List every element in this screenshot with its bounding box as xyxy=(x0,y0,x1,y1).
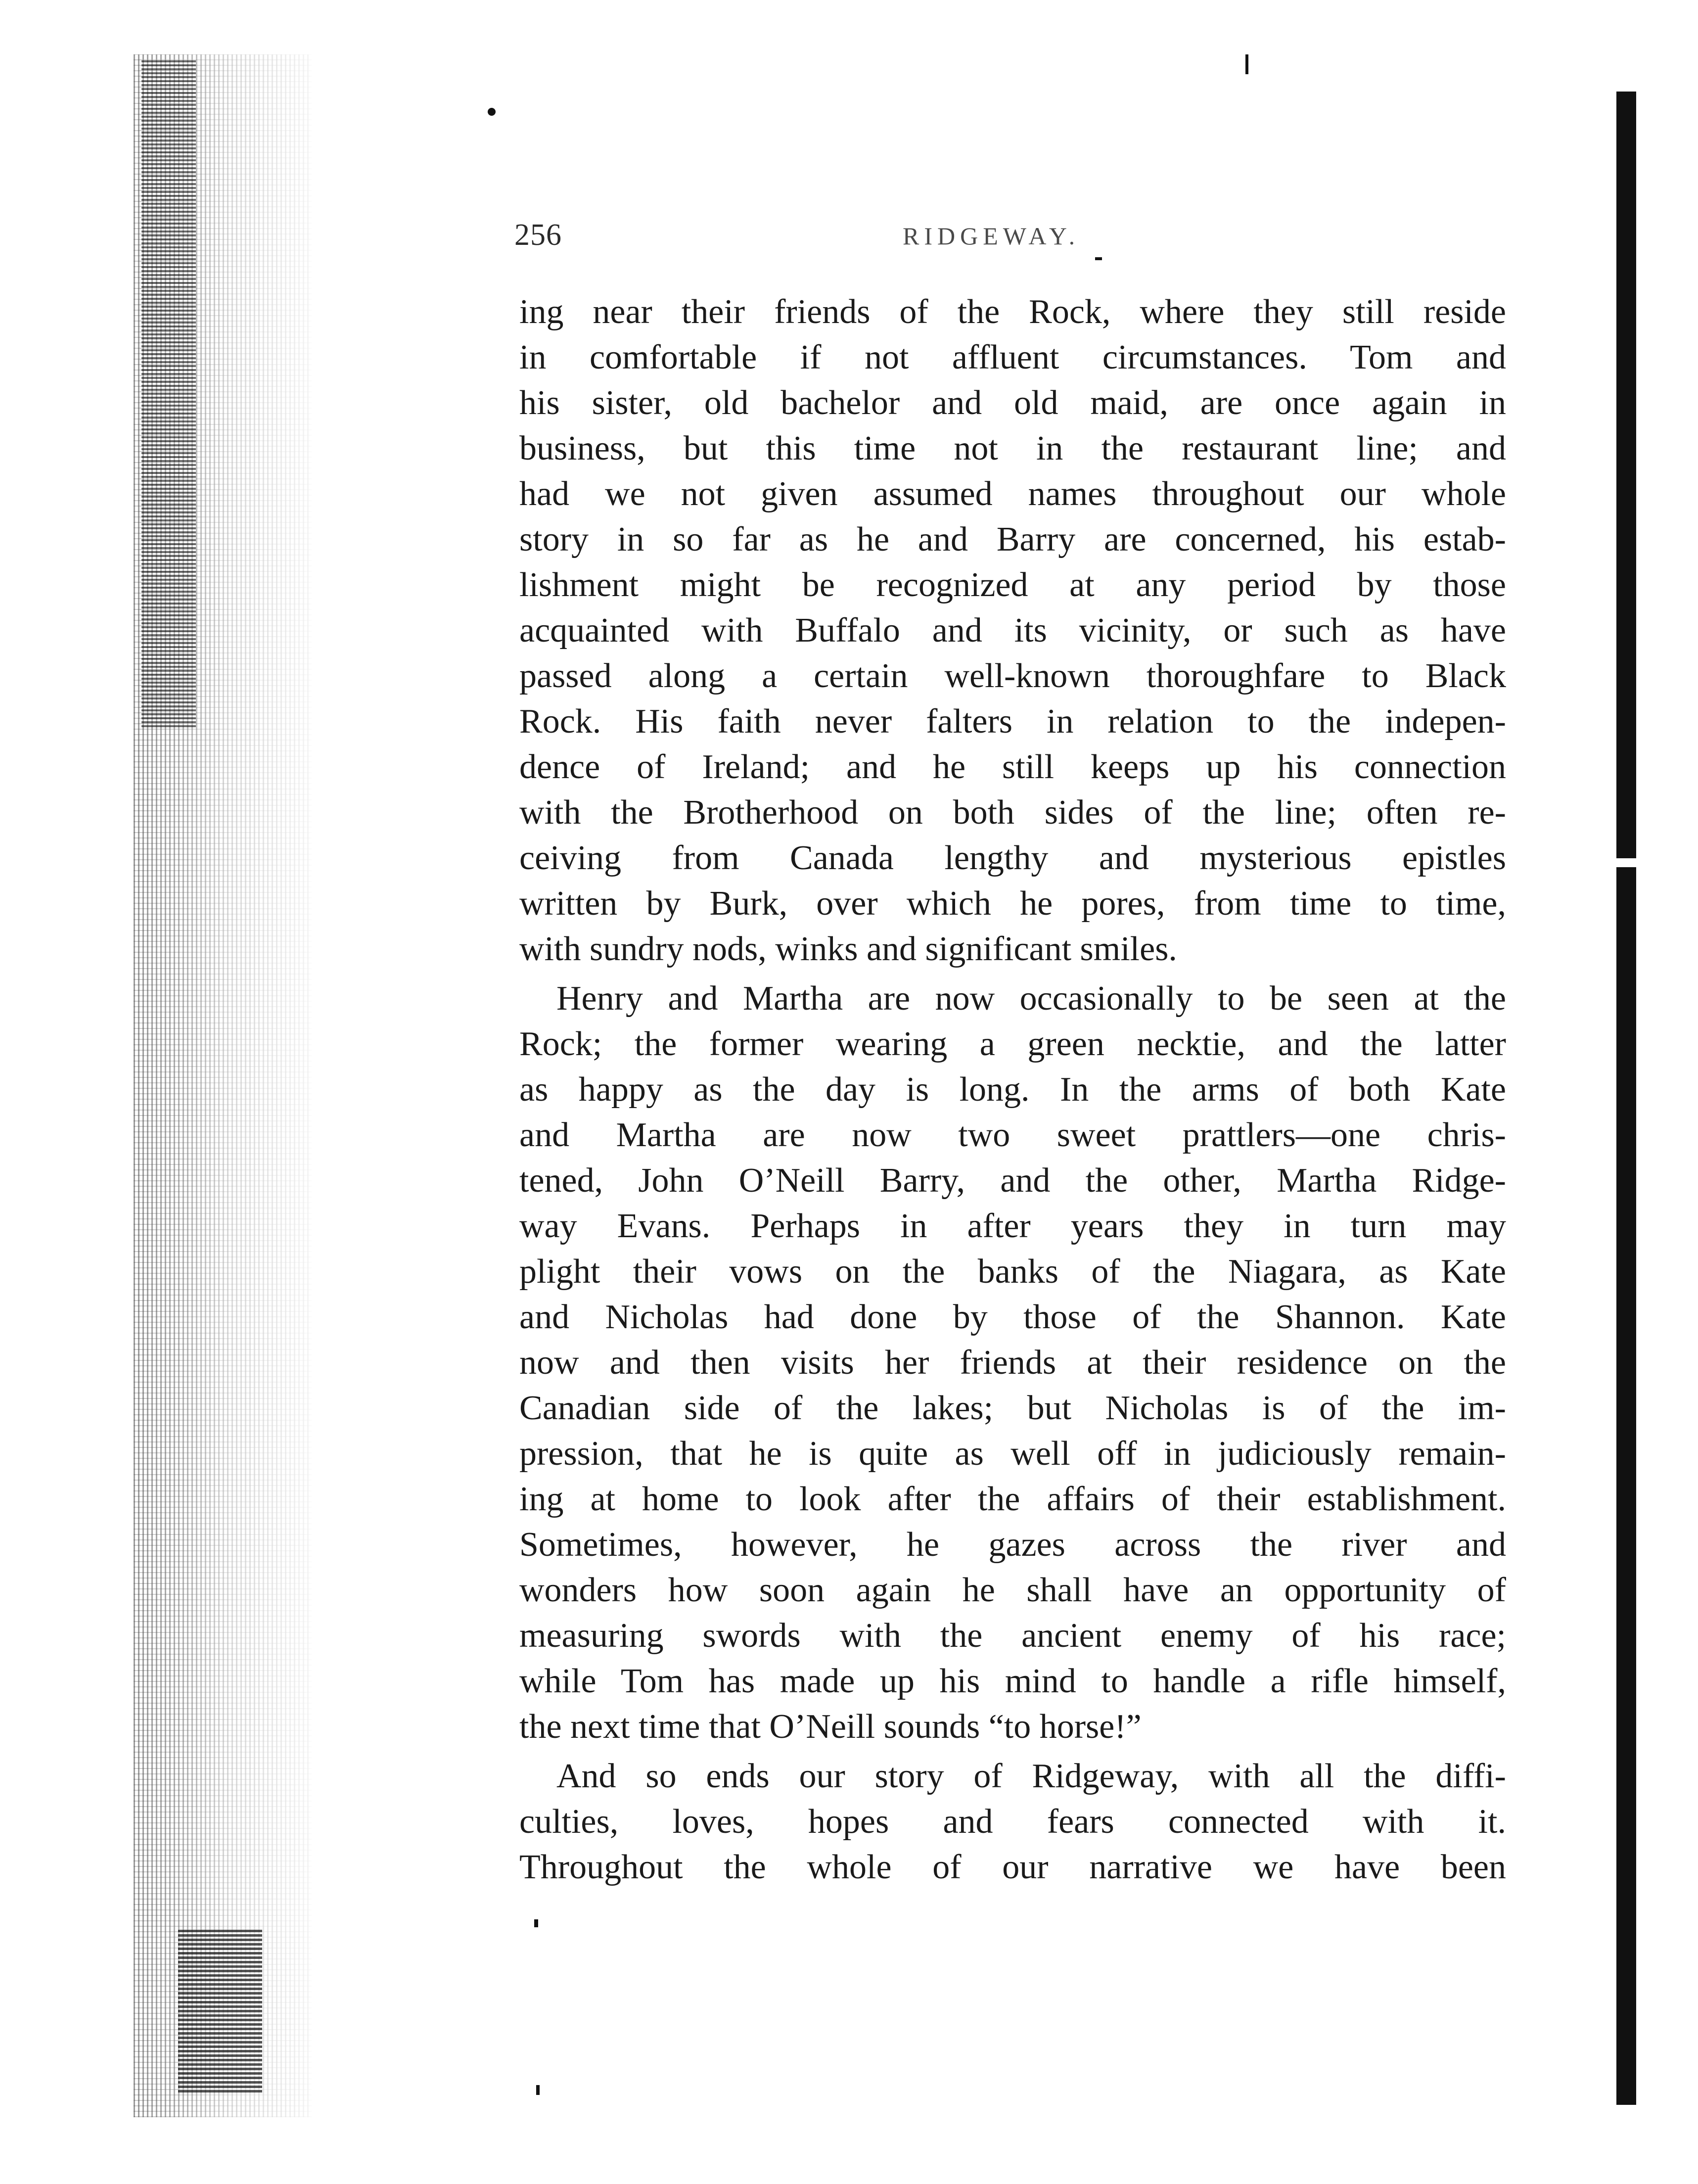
text-line: wonders how soon again he shall have an opportunity of xyxy=(519,1571,1506,1609)
text-line: Rock; the former wearing a green necktie, and the latter xyxy=(519,1025,1506,1063)
page-number: 256 xyxy=(514,218,562,252)
text-line: Rock. His faith never falters in relation to the indepen- xyxy=(519,702,1506,741)
text-line: plight their vows on the banks of the Niagara, as Kate xyxy=(519,1253,1506,1291)
text-line: acquainted with Buffalo and its vicinity, or such as have xyxy=(519,611,1506,650)
text-line: while Tom has made up his mind to handle a rifle himself, xyxy=(519,1662,1506,1700)
text-line: business, but this time not in the restaurant line; and xyxy=(519,429,1506,467)
text-line: and Nicholas had done by those of the Shannon. Kate xyxy=(519,1298,1506,1336)
text-line: And so ends our story of Ridgeway, with all the diffi- xyxy=(556,1757,1506,1795)
text-line: Canadian side of the lakes; but Nicholas is of the im- xyxy=(519,1389,1506,1427)
text-line: passed along a certain well-known thoroughfare to Black xyxy=(519,657,1506,695)
text-line: tened, John O’Neill Barry, and the other, Martha Ridge- xyxy=(519,1162,1506,1200)
text-line: culties, loves, hopes and fears connected with it. xyxy=(519,1803,1506,1841)
paragraph-gap xyxy=(519,1750,1506,1754)
paragraph xyxy=(519,976,1506,1750)
running-title: RIDGEWAY. xyxy=(903,222,1080,250)
scan-right-edge-gap xyxy=(1616,858,1636,867)
text-line: measuring swords with the ancient enemy of his race; xyxy=(519,1617,1506,1655)
text-line: Henry and Martha are now occasionally to be seen at the xyxy=(556,979,1506,1018)
body-text xyxy=(519,289,1506,1890)
paragraph xyxy=(519,289,1506,972)
scan-right-edge-bar xyxy=(1616,92,1636,2105)
running-head xyxy=(514,218,1499,262)
scan-speck xyxy=(488,108,496,116)
scan-speck xyxy=(536,2085,540,2095)
text-line: pression, that he is quite as well off in judiciously remain- xyxy=(519,1435,1506,1473)
paragraph-gap xyxy=(519,972,1506,976)
text-line: in comfortable if not affluent circumstances. Tom and xyxy=(519,338,1506,376)
text-line: with the Brotherhood on both sides of the line; often re- xyxy=(519,793,1506,832)
text-line: with sundry nods, winks and significant smiles. xyxy=(519,930,1177,968)
text-line: ing at home to look after the affairs of their establishment. xyxy=(519,1480,1506,1518)
text-line: story in so far as he and Barry are concerned, his estab- xyxy=(519,520,1506,558)
scan-speck xyxy=(1245,54,1248,74)
text-line: his sister, old bachelor and old maid, are once again in xyxy=(519,384,1506,422)
text-line: written by Burk, over which he pores, from time to time, xyxy=(519,884,1506,923)
scan-gutter-shadow-top xyxy=(141,59,196,727)
text-line: Sometimes, however, he gazes across the river and xyxy=(519,1526,1506,1564)
text-line: had we not given assumed names throughout our whole xyxy=(519,475,1506,513)
scan-gutter-shadow-bottom xyxy=(178,1929,262,2092)
text-line: the next time that O’Neill sounds “to horse!” xyxy=(519,1708,1142,1746)
scan-speck xyxy=(534,1919,538,1927)
text-line: ing near their friends of the Rock, where they still reside xyxy=(519,293,1506,331)
text-line: ceiving from Canada lengthy and mysterious epistles xyxy=(519,839,1506,877)
text-line: way Evans. Perhaps in after years they in turn may xyxy=(519,1207,1506,1245)
text-line: lishment might be recognized at any period by those xyxy=(519,566,1506,604)
text-line: as happy as the day is long. In the arms of both Kate xyxy=(519,1070,1506,1109)
text-line: Throughout the whole of our narrative we have been xyxy=(519,1848,1506,1886)
text-line: dence of Ireland; and he still keeps up his connection xyxy=(519,748,1506,786)
text-line: now and then visits her friends at their residence on the xyxy=(519,1344,1506,1382)
paragraph xyxy=(519,1754,1506,1890)
text-line: and Martha are now two sweet prattlers—one chris- xyxy=(519,1116,1506,1154)
